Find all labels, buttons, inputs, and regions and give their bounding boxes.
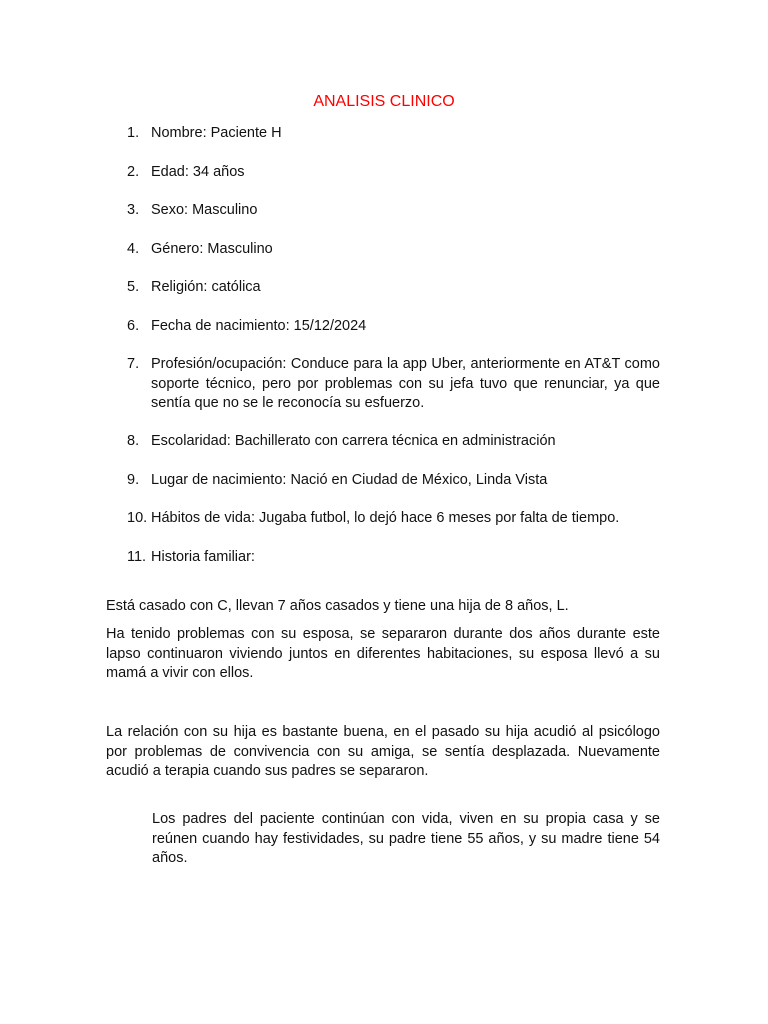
list-text: Historia familiar: — [151, 548, 255, 565]
list-text: Hábitos de vida: Jugaba futbol, lo dejó hace 6 meses por falta de tiempo. — [151, 510, 620, 526]
list-number: 4. — [127, 240, 140, 257]
list-number: 7. — [127, 356, 140, 372]
list-number: 10. — [127, 510, 148, 526]
list-text: Nombre: Paciente H — [151, 125, 282, 141]
list-number: 9. — [127, 471, 140, 488]
paragraph-marriage: Está casado con C, llevan 7 años casados y tiene una hija de 8 años, L. — [106, 598, 569, 614]
paragraph-daughter: La relación con su hija es bastante buena, en el pasado su hija acudió al psicólogo por problemas de convivencia con su amiga, se sentía desplazada. Nuevamente acudió a terapia cuando sus padres se separaron. — [106, 724, 660, 779]
list-number: 11. — [127, 548, 147, 565]
list-number: 5. — [127, 279, 140, 295]
list-text: Género: Masculino — [151, 240, 273, 257]
list-text: Edad: 34 años — [151, 163, 245, 180]
list-text: Lugar de nacimiento: Nació en Ciudad de México, Linda Vista — [151, 471, 548, 488]
list-text: Escolaridad: Bachillerato con carrera técnica en administración — [151, 433, 556, 449]
document-title: ANALISIS CLINICO — [313, 93, 455, 110]
list-number: 3. — [127, 202, 140, 218]
list-text: Fecha de nacimiento: 15/12/2024 — [151, 317, 367, 334]
list-number: 6. — [127, 317, 140, 334]
list-number: 1. — [127, 125, 140, 141]
paragraph-parents: Los padres del paciente continúan con vida, viven en su propia casa y se reúnen cuando hay festividades, su padre tiene 55 años, y su madre tiene 54 años. — [152, 811, 660, 866]
list-text: Sexo: Masculino — [151, 202, 258, 218]
paragraph-spouse: Ha tenido problemas con su esposa, se separaron durante dos años durante este lapso continuaron viviendo juntos en diferentes habitaciones, su esposa llevó a su mamá a vivir con ellos. — [106, 626, 660, 681]
list-number: 8. — [127, 433, 140, 449]
list-text: Profesión/ocupación: Conduce para la app Uber, anteriormente en AT&T como soporte técnico, pero por problemas con su jefa tuvo que renunciar, ya que sentía que no se le reconocía su esfuerzo. — [151, 356, 660, 411]
list-number: 2. — [127, 163, 140, 180]
list-text: Religión: católica — [151, 279, 261, 295]
